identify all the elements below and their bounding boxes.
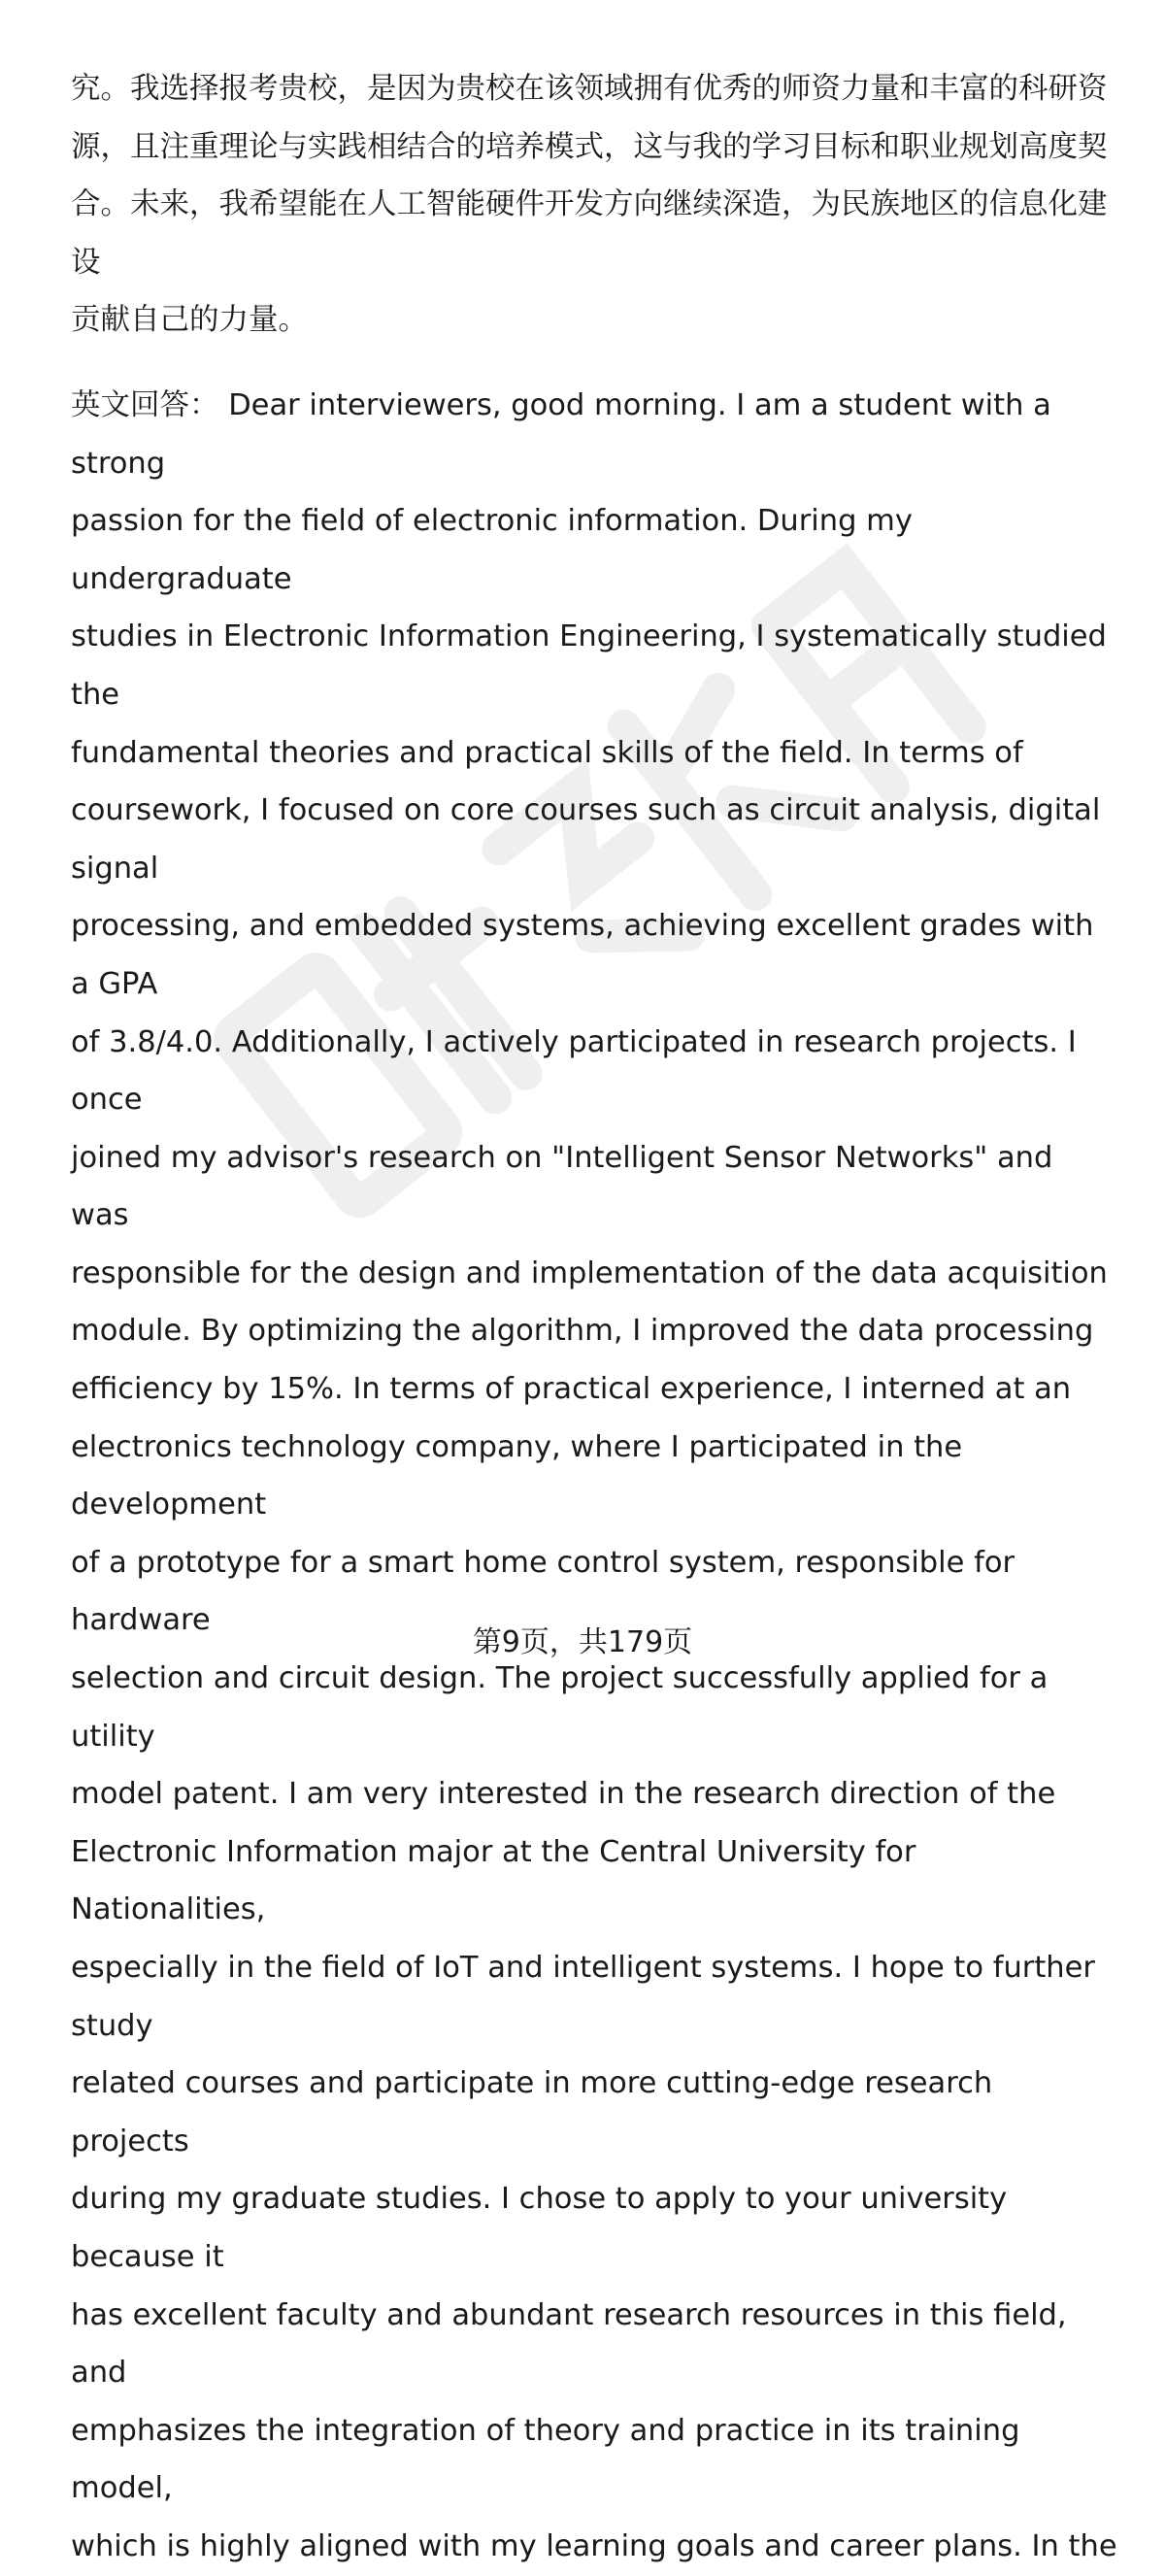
chinese-answer-paragraph: 究。我选择报考贵校，是因为贵校在该领域拥有优秀的师资力量和丰富的科研资 源，且注重理论与实践相结合的培养模式，这与我的学习目标和职业规划高度契 合。未来，我希望能在人工智能硬件开发方向继续深造，为民族地区的信息化建设 贡献自己的力量。: [71, 72, 1108, 338]
english-answer-label: 英文回答：: [71, 387, 219, 422]
english-answer-paragraph: [71, 377, 1119, 2576]
document-body: [71, 60, 1119, 2576]
english-answer-text: Dear interviewers, good morning. I am a student with a strong passion for the field of electronic information. During my undergraduate studies in Electronic Information Engineering, I systematically studied the fundamental theories and practical skills of the field. In terms of coursework, I focused on core courses such as circuit analysis, digital signal processing, and embedded systems, achieving excellent grades with a GPA of 3.8/4.0. Additionally, I actively participated in research projects. I once joined my advisor's research on "Intelligent Sensor Networks" and was responsible for the design and implementation of the data acquisition module. By optimizing the algorithm, I improved the data processing efficiency by 15%. In terms of practical experience, I interned at an electronics technology company, where I participated in the development of a prototype for a smart home control system, responsible for hardware selection and circuit design. The project successfully applied for a utility model patent. I am very interested in the research direction of the Electronic Information major at the Central University for Nationalities, especially in the field of IoT and intelligent systems. I hope to further study related courses and participate in more cutting-edge research projects during my graduate studies. I chose to apply to your university because it has excellent faculty and abundant research resources in this field, and emphasizes the integration of theory and practice in its training model, which is highly aligned with my learning goals and career plans. In the: [71, 387, 1117, 2563]
page-number-footer: 第9页，共179页: [472, 1625, 693, 1659]
